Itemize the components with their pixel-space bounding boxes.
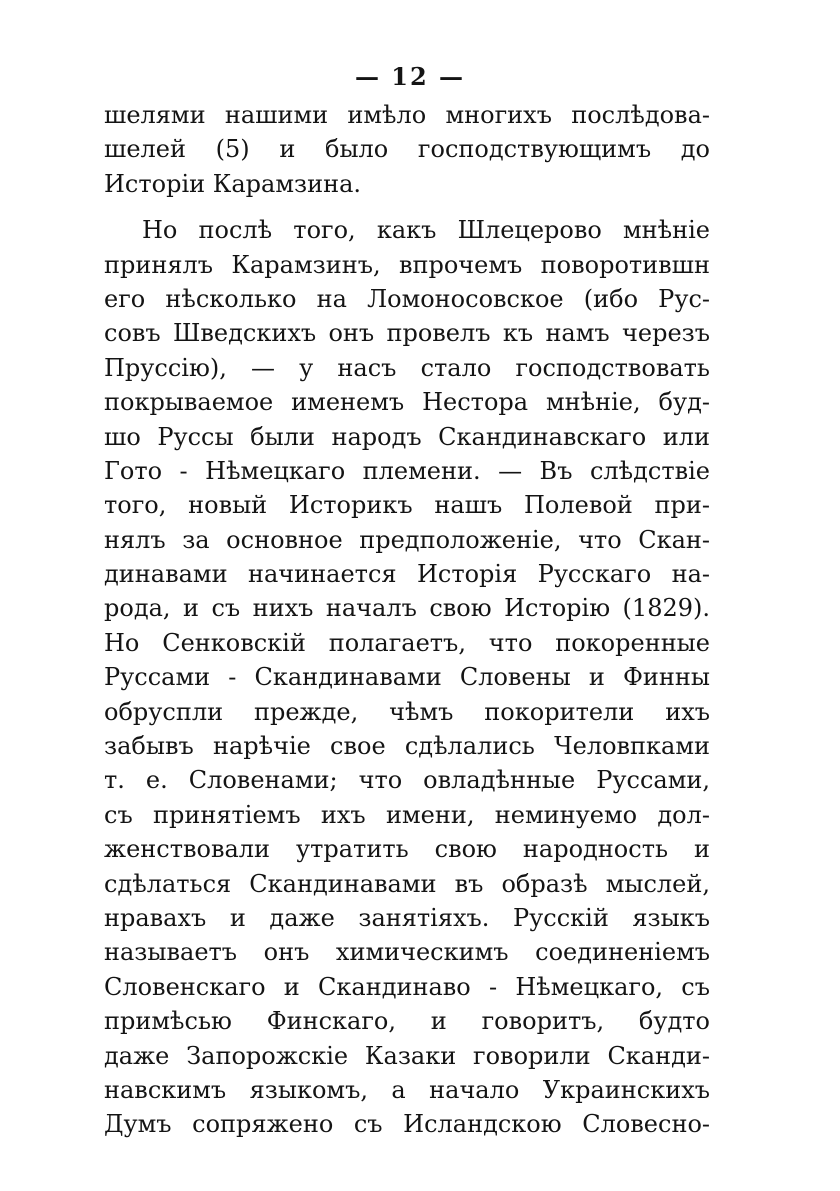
text-line: Пруссiю), — у насъ стало господствовать [104, 353, 710, 382]
text-line: навскимъ языкомъ, а начало Украинскихъ [104, 1075, 710, 1104]
text-line: т. е. Словенами; что овладѣнные Руссами, [104, 766, 710, 795]
text-line: Но Сенковскiй полагаетъ, что покоренные [104, 628, 710, 657]
text-line: Думъ сопряжено съ Исландскою Словесно- [104, 1110, 710, 1139]
text-line: Руссами - Скандинавами Словены и Финны [104, 663, 710, 692]
text-line: нравахъ и даже занятiяхъ. Русскiй языкъ [104, 903, 710, 932]
text-line: покрываемое именемъ Нестора мнѣнiе, буд- [104, 388, 710, 417]
text-line: женствовали утратить свою народность и [104, 835, 710, 864]
text-line: забывъ нарѣчiе свое сдѣлались Человпками [104, 732, 710, 761]
text-line: совъ Шведскихъ онъ провелъ къ намъ черезъ [104, 319, 710, 348]
text-line: сдѣлаться Скандинавами въ образѣ мыслей, [104, 869, 710, 898]
text-line: называетъ онъ химическимъ соединенiемъ [104, 938, 710, 967]
text-line: съ принятiемъ ихъ имени, неминуемо дол- [104, 800, 710, 829]
text-line: рода, и съ нихъ началъ свою Исторiю (1829). [104, 594, 710, 623]
text-line: шелями нашими имѣло многихъ послѣдова- [104, 101, 710, 129]
text-line: Гото - Нѣмецкаго племени. — Въ слѣдствiе [104, 456, 710, 485]
body-text [104, 98, 710, 1142]
text-line: Но послѣ того, какъ Шлецерово мнѣнiе [142, 216, 710, 245]
text-line: шо Руссы были народъ Скандинавскаго или [104, 422, 710, 451]
text-line: Исторiи Карамзина. [104, 169, 362, 198]
page-number: — 12 — [354, 62, 466, 91]
paragraph-gap [104, 201, 710, 213]
text-line: обруспли прежде, чѣмъ покорители ихъ [104, 697, 710, 726]
text-line: нялъ за основное предположенiе, что Скан- [104, 525, 710, 554]
text-line: шелей (5) и было господствующимъ до [104, 135, 710, 164]
text-line: динавами начинается Исторiя Русскаго на- [104, 560, 710, 589]
text-line: примѣсью Финскаго, и говоритъ, будто [104, 1007, 710, 1036]
text-line: того, новый Историкъ нашъ Полевой при- [104, 491, 710, 520]
text-line: принялъ Карамзинъ, впрочемъ поворотившн [104, 250, 710, 279]
text-line: Словенскаго и Скандинаво - Нѣмецкаго, съ [104, 972, 710, 1001]
text-line: даже Запорожскiе Казаки говорили Сканди- [104, 1041, 710, 1070]
text-line: его нѣсколько на Ломоносовское (ибо Рус- [104, 284, 710, 313]
